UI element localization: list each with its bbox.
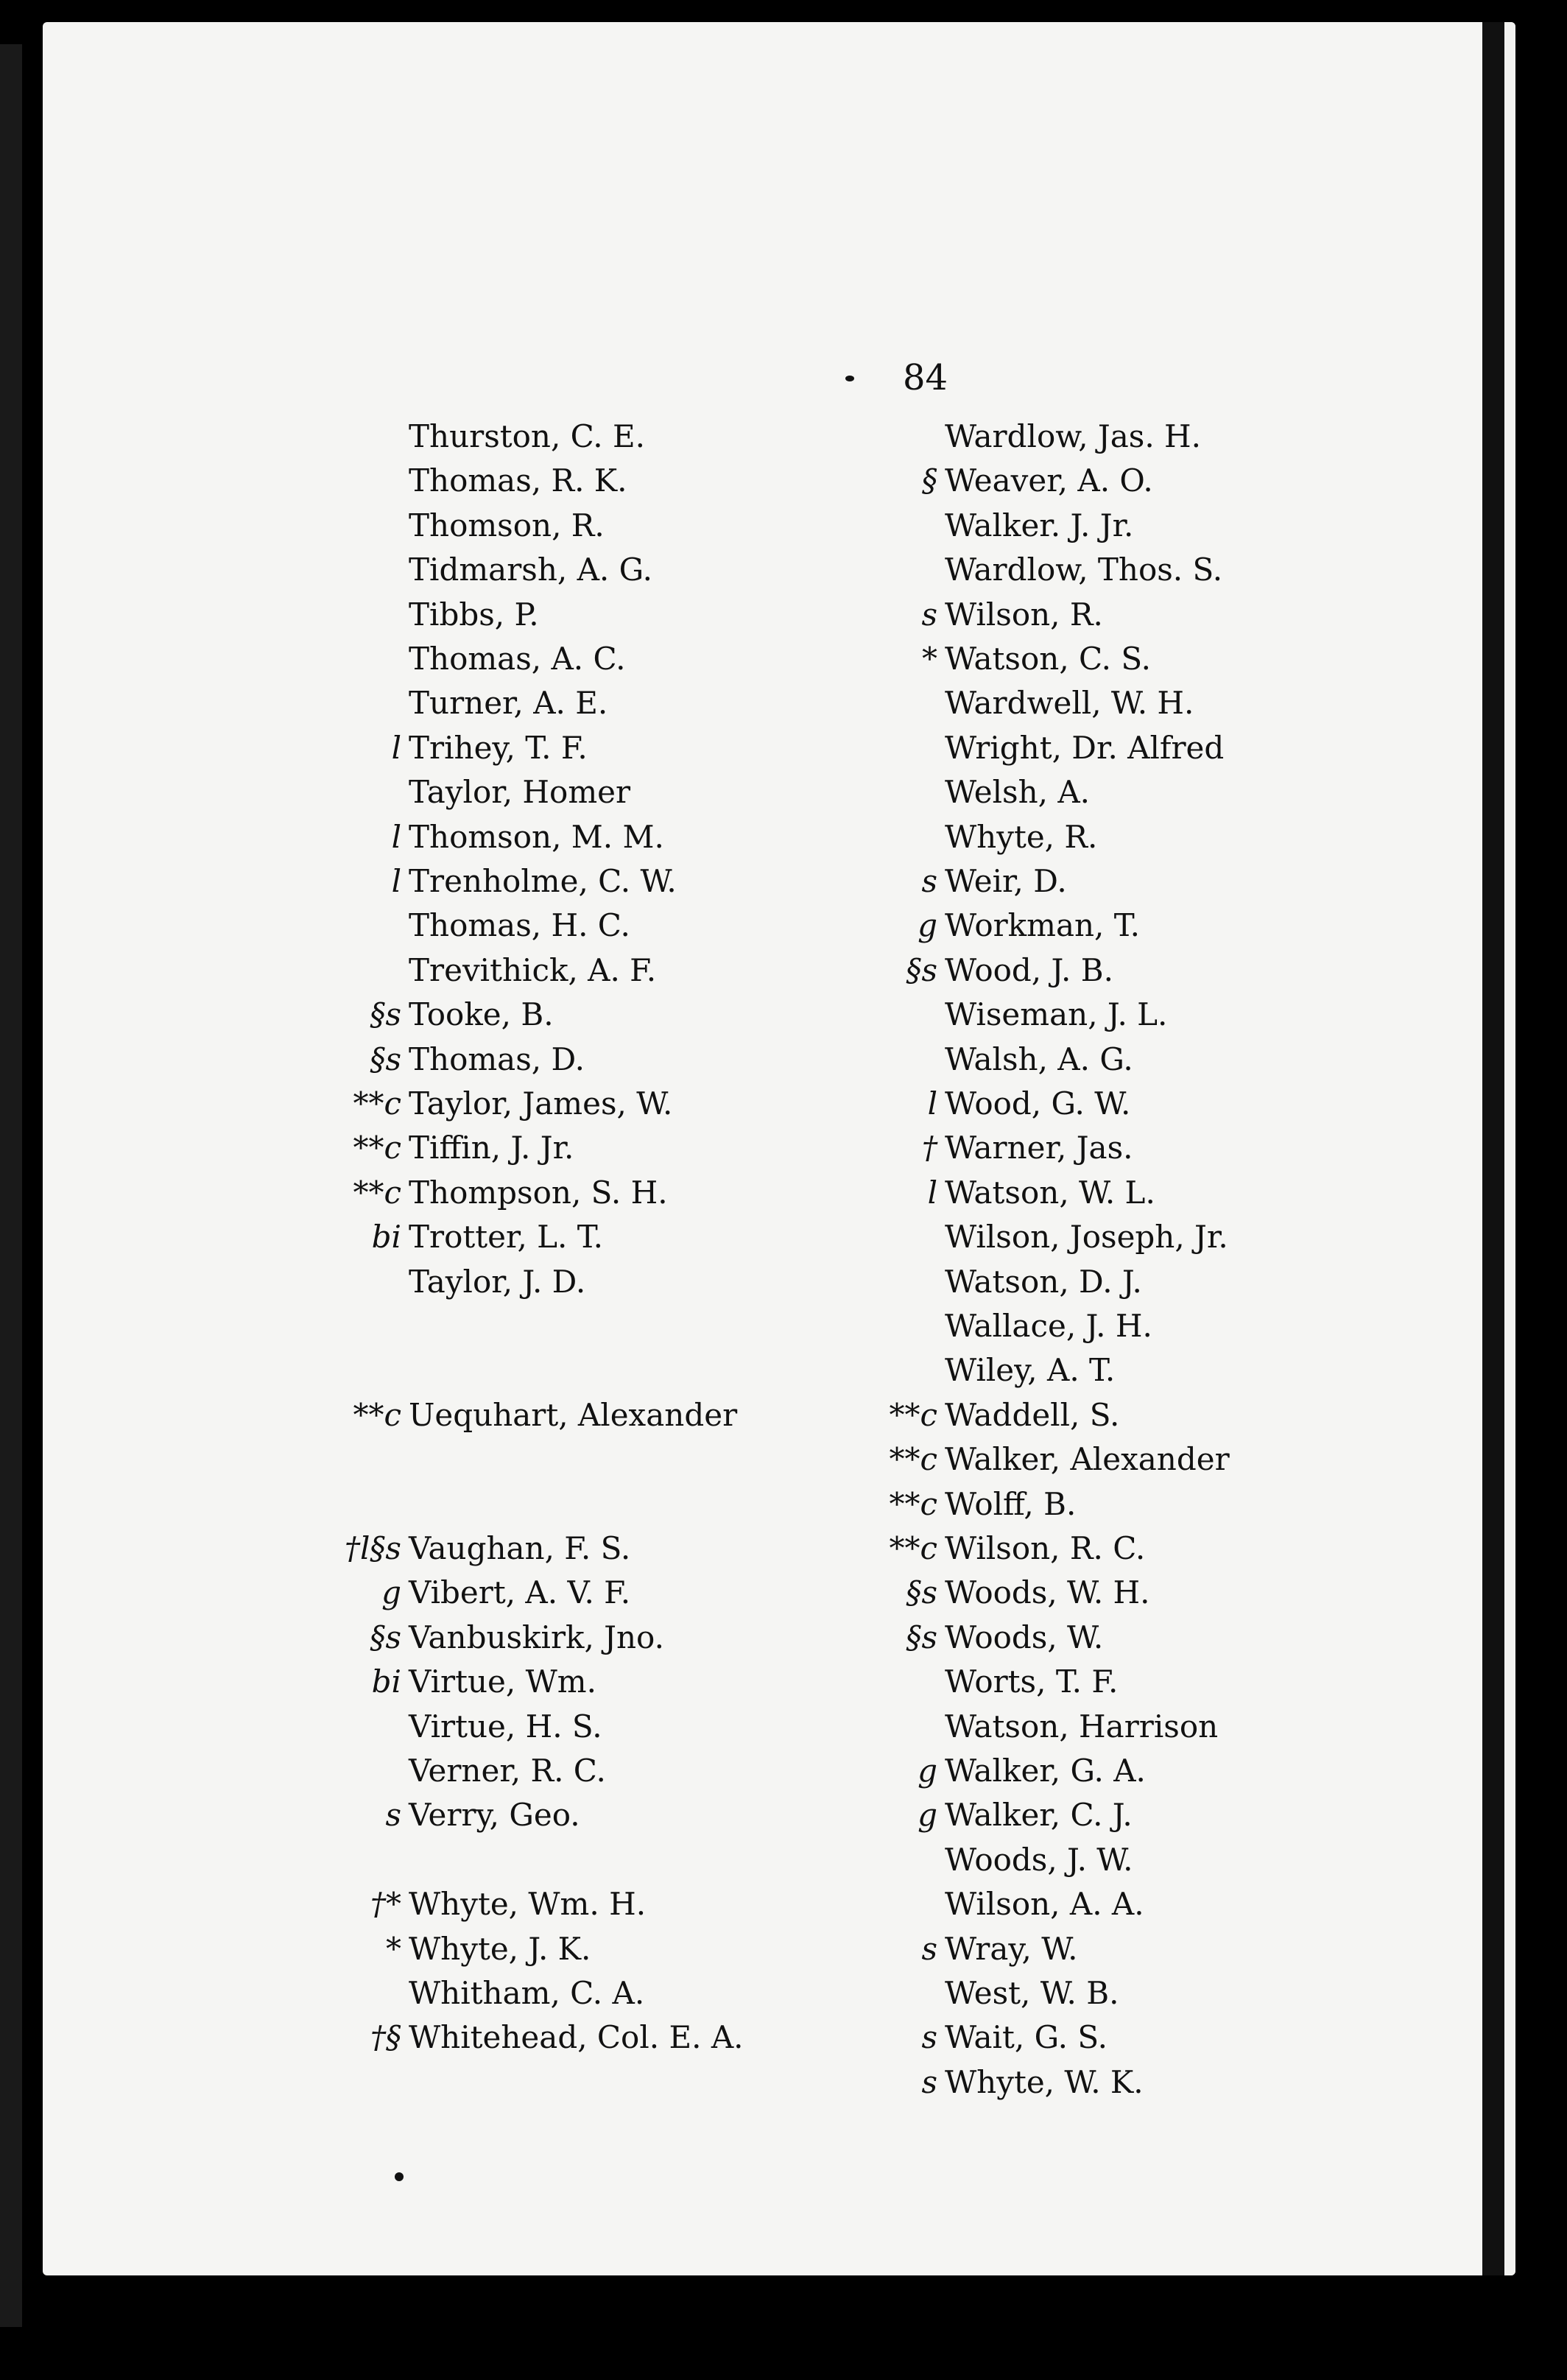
entry-marker: §s xyxy=(370,996,401,1033)
page-dot-mark xyxy=(845,376,854,381)
entry-name: Taylor, James, W. xyxy=(409,1085,673,1122)
name-entry xyxy=(945,1971,1119,2015)
name-entry xyxy=(353,1171,668,1215)
entry-name: Thomson, M. M. xyxy=(409,818,664,855)
entry-name: Weir, D. xyxy=(945,863,1067,899)
entry-name: Woods, W. H. xyxy=(945,1574,1150,1611)
name-entry xyxy=(353,1393,738,1437)
name-entry xyxy=(945,548,1222,592)
entry-name: Vaughan, F. S. xyxy=(409,1530,631,1566)
entry-name: Watson, C. S. xyxy=(945,641,1151,677)
entry-name: Wiley, A. T. xyxy=(945,1352,1116,1389)
name-entry xyxy=(409,593,539,637)
name-entry xyxy=(945,1348,1115,1393)
entry-name: Wray, W. xyxy=(945,1930,1078,1967)
entry-name: Thurston, C. E. xyxy=(409,418,646,454)
name-entry xyxy=(906,1571,1150,1615)
entry-name: Workman, T. xyxy=(945,907,1140,944)
name-entry xyxy=(391,726,588,770)
name-entry xyxy=(409,637,626,681)
entry-name: Walker, G. A. xyxy=(945,1753,1146,1789)
name-entry xyxy=(409,548,652,592)
entry-marker: §s xyxy=(370,1041,401,1077)
entry-name: Watson, Harrison xyxy=(945,1708,1219,1744)
stray-ink-dot xyxy=(395,2172,404,2181)
name-entry xyxy=(381,1571,631,1615)
name-entry xyxy=(391,859,677,904)
entry-marker: **c xyxy=(353,1396,401,1433)
entry-name: Welsh, A. xyxy=(945,774,1091,811)
name-entry xyxy=(945,415,1201,459)
name-entry xyxy=(386,1927,591,1971)
entry-marker: l xyxy=(391,729,401,766)
name-entry xyxy=(409,459,627,503)
entry-name: Whitham, C. A. xyxy=(409,1975,645,2011)
entry-marker: * xyxy=(386,1930,401,1967)
name-entry xyxy=(409,681,608,725)
name-entry xyxy=(370,2015,744,2060)
entry-name: Thomson, R. xyxy=(409,507,605,543)
entry-marker: * xyxy=(922,641,937,677)
name-entry xyxy=(918,1793,1133,1837)
entry-name: Tibbs, P. xyxy=(409,596,539,633)
entry-marker: bi xyxy=(371,1663,401,1700)
entry-name: Thomas, R. K. xyxy=(409,462,627,499)
name-entry xyxy=(921,2015,1108,2060)
name-entry xyxy=(945,1660,1118,1704)
name-entry xyxy=(906,1616,1104,1660)
name-entry xyxy=(409,1705,602,1749)
name-entry xyxy=(345,1527,631,1571)
entry-name: Woods, J. W. xyxy=(945,1841,1133,1878)
page-number: 84 xyxy=(903,357,948,398)
name-entry xyxy=(945,1215,1228,1259)
entry-name: Thompson, S. H. xyxy=(409,1174,668,1211)
entry-marker: † xyxy=(922,1130,937,1166)
entry-name: Weaver, A. O. xyxy=(945,462,1153,499)
entry-marker: §s xyxy=(906,1574,937,1611)
entry-marker: †§ xyxy=(370,2019,401,2056)
name-entry xyxy=(945,1038,1133,1082)
entry-marker: s xyxy=(921,863,937,899)
book-binding-edge xyxy=(0,44,22,2327)
entry-name: Thomas, D. xyxy=(409,1041,585,1077)
entry-marker: l xyxy=(927,1085,937,1122)
entry-name: Verner, R. C. xyxy=(409,1753,606,1789)
entry-marker: s xyxy=(921,596,937,633)
name-entry xyxy=(889,1482,1077,1527)
entry-marker: **c xyxy=(353,1085,401,1122)
name-entry xyxy=(922,637,1151,681)
name-entry xyxy=(945,993,1167,1037)
name-entry xyxy=(945,504,1133,548)
name-entry xyxy=(945,726,1224,770)
name-entry xyxy=(409,904,630,948)
entry-name: Turner, A. E. xyxy=(409,685,608,722)
entry-name: Whyte, Wm. H. xyxy=(409,1886,647,1923)
entry-marker: §s xyxy=(906,951,937,988)
name-entry xyxy=(391,815,664,859)
entry-marker: †l§s xyxy=(345,1530,401,1566)
name-entry xyxy=(353,1082,673,1126)
entry-marker: s xyxy=(921,1930,937,1967)
entry-name: Whyte, J. K. xyxy=(409,1930,591,1967)
book-page xyxy=(43,22,1515,2275)
name-entry xyxy=(409,1971,644,2015)
entry-name: Wright, Dr. Alfred xyxy=(945,729,1225,766)
name-entry xyxy=(409,504,605,548)
entry-name: Wilson, R. xyxy=(945,596,1103,633)
name-entry xyxy=(371,1660,596,1704)
name-entry xyxy=(945,1838,1133,1882)
entry-marker: **c xyxy=(353,1174,401,1211)
entry-name: Trenholme, C. W. xyxy=(409,863,677,899)
entry-marker: bi xyxy=(371,1219,401,1256)
name-entry xyxy=(945,1705,1218,1749)
name-entry xyxy=(945,770,1090,814)
name-entry xyxy=(906,948,1113,993)
entry-marker: g xyxy=(918,1797,937,1834)
entry-name: Tooke, B. xyxy=(409,996,554,1033)
entry-name: Whyte, W. K. xyxy=(945,2063,1144,2100)
entry-name: Trevithick, A. F. xyxy=(409,951,657,988)
name-entry xyxy=(353,1126,574,1170)
entry-marker: § xyxy=(922,462,937,499)
entry-name: Wilson, Joseph, Jr. xyxy=(945,1219,1228,1256)
entry-name: Whitehead, Col. E. A. xyxy=(409,2019,744,2056)
entry-name: Tidmarsh, A. G. xyxy=(409,552,653,588)
entry-marker: **c xyxy=(889,1441,937,1478)
entry-marker: †* xyxy=(370,1886,401,1923)
entry-name: Trotter, L. T. xyxy=(409,1219,603,1256)
entry-name: Vibert, A. V. F. xyxy=(409,1574,631,1611)
name-entry xyxy=(409,415,645,459)
name-entry xyxy=(371,1215,603,1259)
name-entry xyxy=(927,1171,1155,1215)
entry-name: Wallace, J. H. xyxy=(945,1308,1152,1344)
entry-name: Wilson, A. A. xyxy=(945,1886,1144,1923)
entry-name: Thomas, A. C. xyxy=(409,641,626,677)
entry-name: Wardwell, W. H. xyxy=(945,685,1194,722)
entry-name: Warner, Jas. xyxy=(945,1130,1133,1166)
entry-marker: s xyxy=(921,2019,937,2056)
name-entry xyxy=(918,904,1140,948)
entry-marker: l xyxy=(927,1174,937,1211)
name-entry xyxy=(922,459,1153,503)
entry-name: Wood, G. W. xyxy=(945,1085,1131,1122)
entry-marker: **c xyxy=(889,1530,937,1566)
name-entry xyxy=(921,859,1067,904)
entry-name: Wiseman, J. L. xyxy=(945,996,1168,1033)
entry-marker: s xyxy=(921,2063,937,2100)
entry-name: Watson, D. J. xyxy=(945,1263,1142,1300)
name-entry xyxy=(409,770,630,814)
entry-marker: §s xyxy=(906,1619,937,1655)
name-entry xyxy=(889,1527,1146,1571)
entry-marker: **c xyxy=(889,1485,937,1522)
entry-marker: s xyxy=(385,1797,401,1834)
entry-marker: g xyxy=(918,1753,937,1789)
entry-name: Whyte, R. xyxy=(945,818,1098,855)
name-entry xyxy=(921,2060,1144,2105)
name-entry xyxy=(889,1437,1230,1482)
entry-name: Taylor, J. D. xyxy=(409,1263,586,1300)
name-entry xyxy=(945,815,1097,859)
entry-name: Waddell, S. xyxy=(945,1396,1120,1433)
entry-name: Virtue, Wm. xyxy=(409,1663,596,1700)
entry-marker: **c xyxy=(889,1396,937,1433)
entry-name: Thomas, H. C. xyxy=(409,907,630,944)
entry-name: Worts, T. F. xyxy=(945,1663,1119,1700)
page-gutter-shadow xyxy=(1482,22,1504,2275)
name-entry xyxy=(922,1126,1133,1170)
name-entry xyxy=(409,1260,585,1304)
entry-name: Wilson, R. C. xyxy=(945,1530,1146,1566)
entry-name: Wardlow, Jas. H. xyxy=(945,418,1202,454)
entry-name: Taylor, Homer xyxy=(409,774,631,811)
entry-name: Wood, J. B. xyxy=(945,951,1113,988)
name-entry xyxy=(370,1038,585,1082)
entry-marker: §s xyxy=(370,1619,401,1655)
adjacent-page-edge xyxy=(1504,22,1515,2275)
name-entry xyxy=(927,1082,1131,1126)
entry-name: West, W. B. xyxy=(945,1975,1119,2011)
entry-name: Wait, G. S. xyxy=(945,2019,1108,2056)
name-entry xyxy=(889,1393,1120,1437)
entry-name: Tiffin, J. Jr. xyxy=(409,1130,574,1166)
entry-marker: l xyxy=(391,863,401,899)
name-entry xyxy=(370,993,554,1037)
entry-marker: g xyxy=(918,907,937,944)
entry-name: Walsh, A. G. xyxy=(945,1041,1133,1077)
entry-name: Woods, W. xyxy=(945,1619,1104,1655)
entry-name: Trihey, T. F. xyxy=(409,729,588,766)
name-entry xyxy=(945,1882,1144,1926)
entry-name: Uequhart, Alexander xyxy=(409,1396,738,1433)
name-entry xyxy=(385,1793,580,1837)
entry-name: Watson, W. L. xyxy=(945,1174,1155,1211)
entry-name: Verry, Geo. xyxy=(409,1797,580,1834)
name-entry xyxy=(370,1616,664,1660)
name-entry xyxy=(945,1260,1142,1304)
name-entry xyxy=(921,1927,1078,1971)
name-entry xyxy=(918,1749,1146,1793)
name-entry xyxy=(370,1882,647,1926)
entry-name: Virtue, H. S. xyxy=(409,1708,602,1744)
entry-name: Walker. J. Jr. xyxy=(945,507,1134,543)
entry-name: Wardlow, Thos. S. xyxy=(945,552,1223,588)
name-entry xyxy=(945,681,1194,725)
entry-name: Wolff, B. xyxy=(945,1485,1077,1522)
name-entry xyxy=(409,1749,606,1793)
entry-marker: l xyxy=(391,818,401,855)
entry-name: Vanbuskirk, Jno. xyxy=(409,1619,664,1655)
entry-name: Walker, C. J. xyxy=(945,1797,1133,1834)
entry-name: Walker, Alexander xyxy=(945,1441,1230,1478)
name-entry xyxy=(921,593,1103,637)
name-entry xyxy=(409,948,656,993)
entry-marker: **c xyxy=(353,1130,401,1166)
entry-marker: g xyxy=(381,1574,401,1611)
name-entry xyxy=(945,1304,1152,1348)
